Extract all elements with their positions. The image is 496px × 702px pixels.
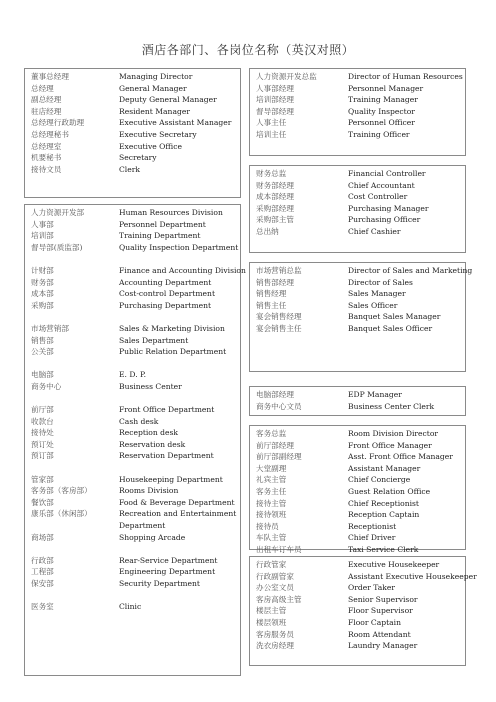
title-row: [250, 544, 465, 556]
title-row: [25, 381, 240, 393]
chinese-title: 行政部: [31, 555, 54, 565]
english-title: Accounting Department: [119, 277, 212, 287]
chinese-title: 行政管家: [256, 560, 287, 569]
chinese-title: 前厅部经理: [256, 440, 294, 450]
title-row: [25, 106, 240, 118]
chinese-title: 计财部: [31, 265, 54, 275]
chinese-title: 成本部经理: [256, 192, 294, 202]
english-title: Chief Concierge: [348, 475, 411, 485]
english-title: Director of Sales and Marketing: [348, 266, 473, 275]
title-row: [25, 152, 240, 164]
chinese-title: 接待员: [256, 521, 279, 531]
title-row: [25, 265, 246, 277]
chinese-title: 督导部经理: [256, 106, 294, 116]
chinese-title: 接待文员: [31, 164, 62, 174]
english-title: Managing Director: [119, 72, 193, 81]
english-title: Room Attendant: [348, 629, 411, 639]
english-title: Rooms Division: [119, 486, 179, 496]
english-title: Chief Cashier: [348, 226, 401, 236]
english-title: Order Taker: [348, 583, 395, 593]
english-title: Reservation desk: [119, 439, 186, 449]
executive-office-box: [24, 68, 241, 198]
title-row: [25, 346, 240, 358]
chinese-title: 采购部: [31, 300, 54, 310]
chinese-title: 接待主管: [256, 498, 287, 508]
title-row: [250, 474, 465, 486]
english-title: Receptionist: [348, 521, 397, 531]
chinese-title: 电脑部经理: [256, 390, 294, 399]
title-row: [250, 498, 465, 510]
english-title: Training Manager: [348, 95, 418, 105]
english-title: Sales Department: [119, 335, 189, 345]
spacer: [25, 462, 240, 474]
english-title: Executive Office: [119, 141, 182, 151]
sales-marketing-box: [249, 262, 473, 372]
english-title: Cost Controller: [348, 192, 408, 202]
english-title: Department: [119, 521, 166, 531]
english-title: Personnel Department: [119, 219, 206, 229]
title-row: [25, 323, 240, 335]
english-title: Secretary: [119, 153, 157, 163]
english-title: Finance and Accounting Division: [119, 265, 246, 275]
english-title: Room Division Director: [348, 429, 439, 438]
title-row: [250, 83, 465, 95]
english-title: Floor Supervisor: [348, 606, 413, 616]
chinese-title: 接待领班: [256, 510, 287, 520]
chinese-title: 收款台: [31, 416, 54, 426]
title-row: [25, 601, 240, 613]
title-row: [250, 440, 465, 452]
title-row: [250, 117, 465, 129]
english-title: Senior Supervisor: [348, 594, 418, 604]
chinese-title: 人事部经理: [256, 83, 294, 93]
chinese-title: 客房高级主管: [256, 594, 302, 604]
title-row: [25, 164, 240, 176]
chinese-title: 销售部: [31, 335, 54, 345]
chinese-title: 采购部经理: [256, 203, 294, 213]
title-row: [25, 520, 240, 532]
title-row: [25, 219, 240, 231]
spacer: [25, 311, 240, 323]
room-division-box: [249, 425, 466, 554]
english-title: Public Relation Department: [119, 347, 227, 357]
title-row: [250, 300, 465, 312]
english-title: Human Resources Division: [119, 208, 223, 217]
english-title: Floor Captain: [348, 617, 401, 627]
chinese-title: 销售经理: [256, 289, 287, 299]
title-row: [250, 640, 465, 652]
spacer: [25, 253, 240, 265]
title-row: [25, 207, 240, 219]
chinese-title: 成本部: [31, 289, 54, 299]
chinese-title: 副总经理: [31, 95, 62, 105]
chinese-title: 洗衣房经理: [256, 641, 294, 651]
chinese-title: 财务总监: [256, 169, 287, 178]
chinese-title: 预订处: [31, 439, 54, 449]
departments-box: [24, 204, 246, 676]
housekeeping-box: [249, 556, 477, 666]
title-row: [250, 389, 465, 401]
title-row: [250, 265, 473, 277]
chinese-title: 楼层主管: [256, 606, 287, 616]
english-title: Deputy General Manager: [119, 95, 217, 105]
english-title: E. D. P.: [119, 370, 146, 380]
english-title: Business Center Clerk: [348, 401, 435, 411]
chinese-title: 餐饮部: [31, 497, 54, 507]
english-title: Purchasing Manager: [348, 203, 429, 213]
chinese-title: 宴会销售主任: [256, 323, 302, 333]
title-row: [250, 277, 465, 289]
title-row: [25, 508, 240, 520]
english-title: Front Office Manager: [348, 440, 432, 450]
title-row: [250, 168, 465, 180]
chinese-title: 总经理: [31, 83, 54, 93]
chinese-title: 公关部: [31, 347, 54, 357]
title-row: [25, 439, 240, 451]
english-title: Cash desk: [119, 416, 159, 426]
title-row: [250, 129, 465, 141]
chinese-title: 电脑部: [31, 370, 54, 380]
chinese-title: 接待处: [31, 428, 54, 438]
english-title: Food & Beverage Department: [119, 497, 235, 507]
chinese-title: 出租车订车员: [256, 544, 302, 554]
chinese-title: 人事主任: [256, 118, 287, 128]
english-title: Quality Inspection Department: [119, 242, 239, 252]
chinese-title: 驻店经理: [31, 106, 62, 116]
chinese-title: 客务总监: [256, 429, 287, 438]
english-title: Executive Assistant Manager: [119, 118, 232, 128]
chinese-title: 总经理室: [31, 141, 62, 151]
title-row: [250, 214, 465, 226]
title-row: [25, 555, 240, 567]
chinese-title: 行政副管家: [256, 571, 294, 581]
chinese-title: 预订部: [31, 451, 54, 461]
english-title: EDP Manager: [348, 390, 402, 399]
chinese-title: 人力资源开发部: [31, 208, 85, 217]
document-title: 酒店各部门、各岗位名称（英汉对照）: [141, 43, 355, 57]
english-title: Director of Sales: [348, 277, 413, 287]
chinese-title: 人力资源开发总监: [256, 72, 317, 81]
title-row: [25, 578, 240, 590]
chinese-title: 宴会销售经理: [256, 312, 302, 322]
chinese-title: 客房服务员: [256, 629, 294, 639]
chinese-title: 财务部经理: [256, 180, 294, 190]
title-row: [250, 605, 465, 617]
english-title: Resident Manager: [119, 106, 190, 116]
title-row: [25, 300, 240, 312]
title-row: [250, 463, 465, 475]
title-row: [250, 629, 465, 641]
spacer: [25, 543, 240, 555]
chinese-title: 销售主任: [256, 300, 287, 310]
title-row: [25, 94, 240, 106]
title-row: [250, 582, 465, 594]
title-row: [250, 559, 465, 571]
chinese-title: 管家部: [31, 474, 54, 484]
chinese-title: 培训部: [31, 231, 54, 241]
english-title: Clerk: [119, 164, 140, 174]
title-row: [250, 532, 465, 544]
english-title: Assistant Executive Housekeeper: [348, 571, 477, 581]
english-title: Banquet Sales Manager: [348, 312, 441, 322]
english-title: Cost-control Department: [119, 289, 215, 299]
human-resources-box: [249, 68, 466, 156]
title-row: [25, 141, 240, 153]
spacer: [25, 590, 240, 602]
english-title: Laundry Manager: [348, 641, 418, 651]
title-row: [250, 71, 465, 83]
title-row: [25, 427, 240, 439]
english-title: Director of Human Resources: [348, 72, 463, 81]
title-row: [25, 335, 240, 347]
english-title: Assistant Manager: [348, 463, 421, 473]
english-title: Chief Accountant: [348, 180, 415, 190]
title-row: [250, 323, 465, 335]
english-title: Taxi Service Clerk: [348, 544, 419, 554]
english-title: Sales & Marketing Division: [119, 323, 225, 333]
title-row: [25, 497, 240, 509]
title-row: [25, 474, 240, 486]
title-row: [250, 486, 465, 498]
chinese-title: 商场部: [31, 532, 54, 542]
english-title: Sales Manager: [348, 289, 406, 299]
chinese-title: 销售部经理: [256, 277, 294, 287]
title-row: [25, 288, 240, 300]
title-row: [250, 451, 465, 463]
chinese-title: 董事总经理: [31, 72, 69, 81]
chinese-title: 机要秘书: [31, 153, 62, 163]
english-title: Business Center: [119, 381, 182, 391]
title-row: [250, 226, 465, 238]
title-row: [25, 129, 240, 141]
title-row: [250, 571, 477, 583]
chinese-title: 大堂副理: [256, 463, 287, 473]
title-row: [250, 509, 465, 521]
spacer: [25, 393, 240, 405]
chinese-title: 总出纳: [256, 226, 279, 236]
english-title: Reception desk: [119, 428, 179, 438]
english-title: Training Officer: [348, 129, 410, 139]
chinese-title: 车队主管: [256, 533, 287, 543]
title-row: [250, 617, 465, 629]
english-title: Training Department: [119, 231, 201, 241]
english-title: Chief Receptionist: [348, 498, 419, 508]
chinese-title: 客务部（客房部）: [31, 486, 92, 496]
title-row: [25, 416, 240, 428]
chinese-title: 商务中心文员: [256, 401, 302, 411]
chinese-title: 督导部(质监部): [31, 242, 83, 252]
english-title: Front Office Department: [119, 405, 215, 415]
english-title: Executive Secretary: [119, 129, 197, 139]
english-title: Quality Inspector: [348, 106, 415, 116]
english-title: Banquet Sales Officer: [348, 323, 433, 333]
title-row: [250, 594, 465, 606]
title-row: [250, 94, 465, 106]
english-title: Guest Relation Office: [348, 486, 431, 496]
english-title: Purchasing Officer: [348, 215, 421, 225]
chinese-title: 办公室文员: [256, 583, 294, 593]
title-row: [250, 106, 465, 118]
chinese-title: 前厅部副经理: [256, 452, 302, 462]
english-title: Sales Officer: [348, 300, 398, 310]
title-row: [25, 369, 240, 381]
chinese-title: 市场营销部: [31, 323, 69, 333]
title-row: [25, 277, 240, 289]
chinese-title: 康乐部（休闲部）: [31, 509, 92, 519]
english-title: Personnel Officer: [348, 118, 415, 128]
chinese-title: 礼宾主管: [256, 475, 287, 485]
title-row: [250, 428, 465, 440]
title-row: [25, 566, 240, 578]
english-title: Reception Captain: [348, 510, 420, 520]
chinese-title: 楼层领班: [256, 617, 287, 627]
english-title: Recreation and Entertainment: [119, 509, 237, 519]
english-title: Executive Housekeeper: [348, 560, 440, 569]
chinese-title: 工程部: [31, 567, 54, 577]
title-row: [250, 521, 465, 533]
edp-business-center-box: [249, 386, 466, 416]
chinese-title: 采购部主管: [256, 215, 294, 225]
english-title: Reservation Department: [119, 451, 214, 461]
chinese-title: 保安部: [31, 579, 54, 588]
chinese-title: 商务中心: [31, 381, 62, 391]
english-title: Financial Controller: [348, 169, 426, 178]
title-row: [250, 401, 465, 413]
english-title: Asst. Front Office Manager: [348, 452, 453, 462]
english-title: Personnel Manager: [348, 83, 424, 93]
title-row: [25, 83, 240, 95]
title-row: [25, 117, 240, 129]
english-title: General Manager: [119, 83, 187, 93]
chinese-title: 医务室: [31, 602, 54, 612]
english-title: Chief Driver: [348, 533, 396, 543]
english-title: Clinic: [119, 602, 142, 612]
chinese-title: 财务部: [31, 277, 54, 287]
chinese-title: 客务主任: [256, 486, 287, 496]
chinese-title: 总经理秘书: [31, 129, 69, 139]
chinese-title: 培训部经理: [256, 95, 294, 105]
title-row: [25, 450, 240, 462]
finance-box: [249, 165, 466, 253]
title-row: [25, 230, 240, 242]
spacer: [25, 358, 240, 370]
title-row: [25, 242, 240, 254]
title-row: [250, 191, 465, 203]
english-title: Shopping Arcade: [119, 532, 186, 542]
chinese-title: 培训主任: [256, 129, 287, 139]
chinese-title: 人事部: [31, 219, 54, 229]
title-row: [25, 71, 240, 83]
chinese-title: 市场营销总监: [256, 266, 302, 275]
title-row: [250, 311, 465, 323]
title-row: [25, 404, 240, 416]
title-row: [25, 532, 240, 544]
english-title: Purchasing Department: [119, 300, 212, 310]
title-row: [250, 180, 465, 192]
chinese-title: 总经理行政助理: [31, 118, 85, 128]
title-row: [250, 203, 465, 215]
english-title: Security Department: [119, 579, 200, 588]
chinese-title: 前厅部: [31, 405, 54, 415]
english-title: Rear-Service Department: [119, 555, 218, 565]
english-title: Housekeeping Department: [119, 474, 223, 484]
title-row: [250, 288, 465, 300]
english-title: Engineering Department: [119, 567, 216, 577]
title-row: [25, 485, 240, 497]
